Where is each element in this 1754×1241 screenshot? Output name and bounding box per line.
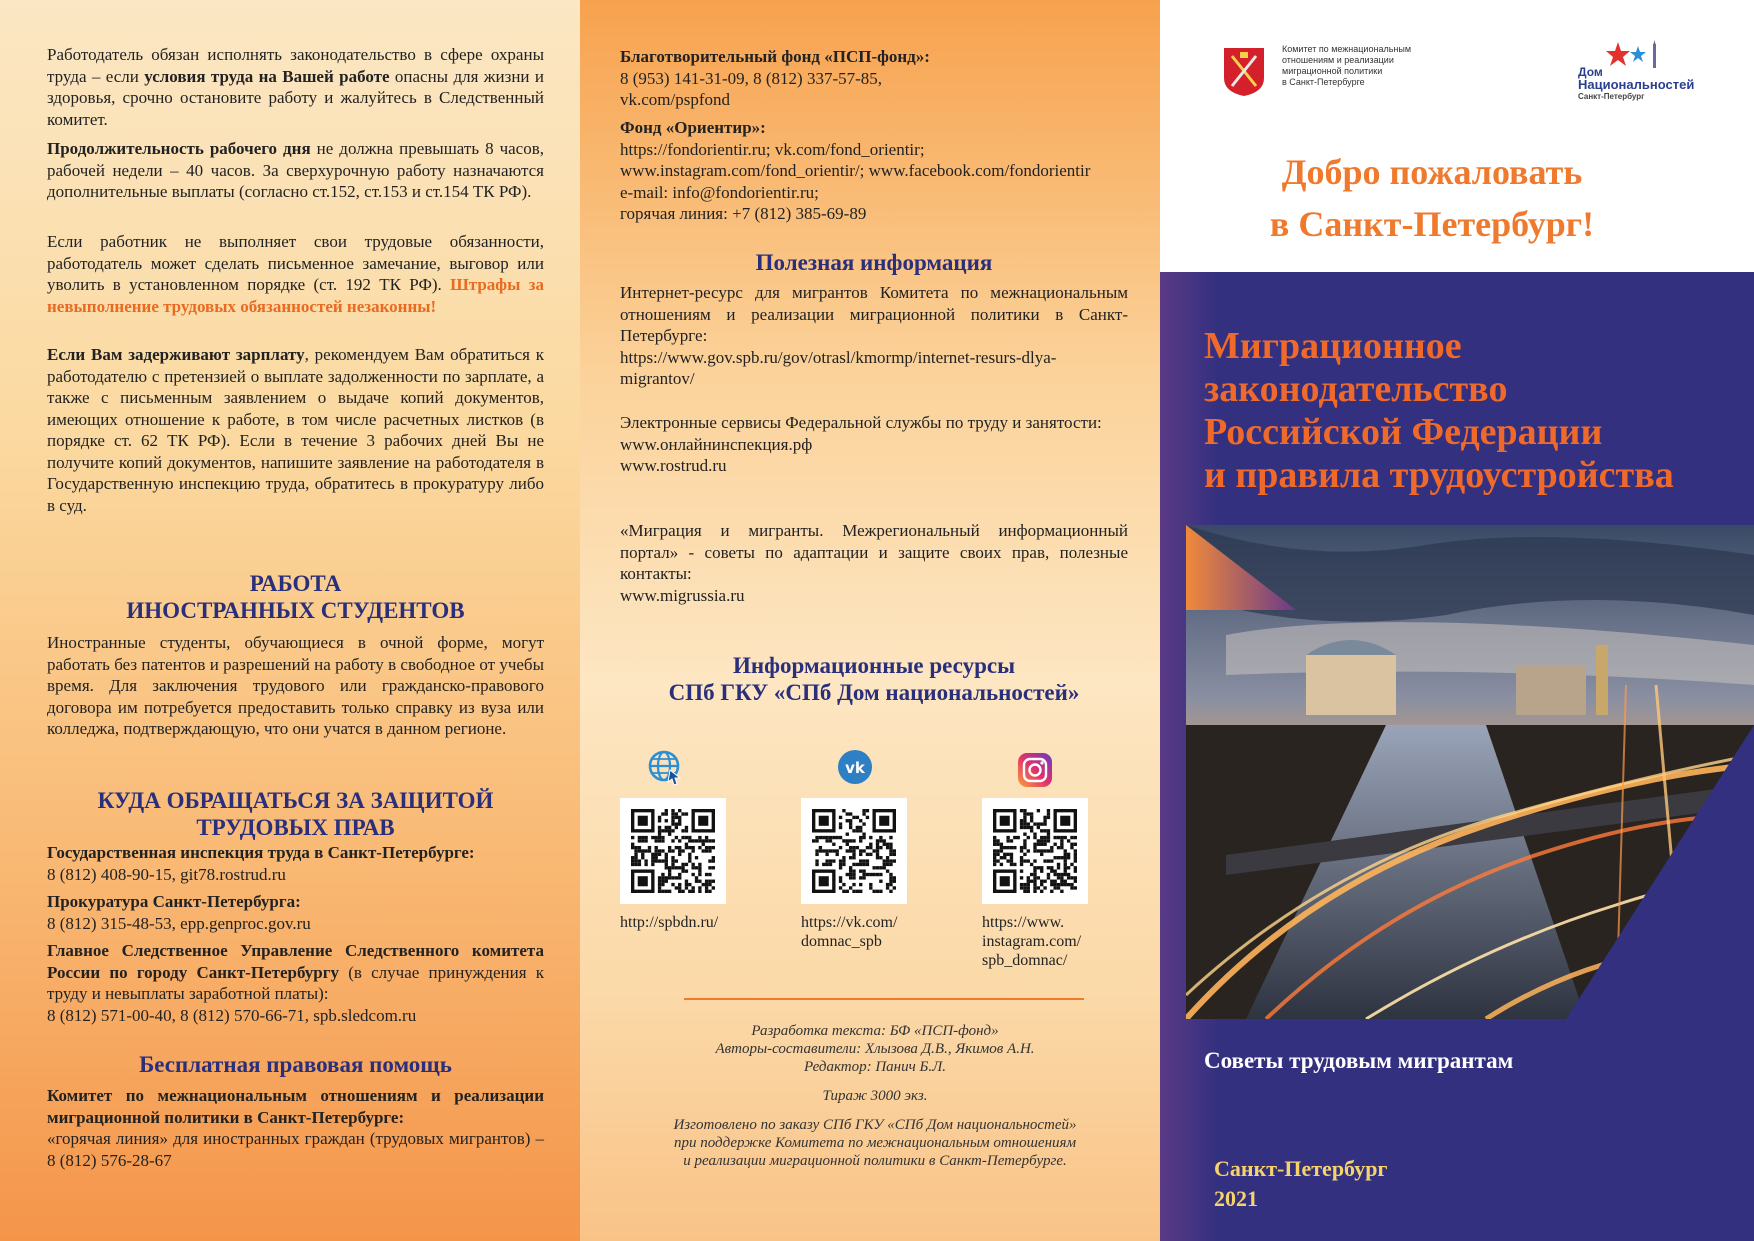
vk-icon[interactable] [838,750,872,784]
heading-line: ТРУДОВЫХ ПРАВ [196,815,395,840]
caption-line: spb_domnac/ [982,952,1068,969]
heading-line: СПб ГКУ «СПб Дом национальностей» [668,680,1080,705]
dom-logo-line: Санкт-Петербург [1578,92,1645,101]
paragraph-penalties [47,231,544,317]
dom-logo-line: Дом [1578,65,1603,79]
qr-code-instagram[interactable] [982,798,1088,904]
credit-line: Авторы-составители: Хлызова Д.В., Якимов А.Н. [715,1041,1035,1057]
contact-email[interactable]: e-mail: info@fondorientir.ru; [620,182,819,202]
useful-resource-committee [620,282,1128,390]
caption-line: instagram.com/ [982,933,1082,950]
contact-note: (в случае принуждения к труду и невыплаты заработной платы): [47,962,544,1003]
brochure-title [1204,325,1674,497]
publication-place-year [1214,1154,1387,1214]
credit-line: при поддержке Комитета по межнациональным отношениям [673,1135,1077,1151]
caption-line: https://www. [982,914,1065,931]
heading-protection [47,787,544,841]
resource-link[interactable]: www.rostrud.ru [620,456,727,475]
text: не должна превышать 8 часов, рабочей недели – 40 часов. За сверхурочную работу назначаются дополнительные выплаты (согласно ст.152, ст.153 и ст.154 ТК РФ). [47,139,545,201]
contact-title: Комитет по межнациональным отношениям и реализации миграционной политики в Санкт-Петербурге: [47,1086,544,1127]
resource-description: Электронные сервисы Федеральной службы по труду и занятости: [620,413,1102,432]
contact-labor-inspection [47,842,544,885]
contact-link[interactable]: vk.com/pspfond [620,90,731,109]
heading-students [47,570,544,624]
contact-investigative-committee [47,940,544,1026]
committee-line: отношениям и реализации [1282,55,1394,65]
city-photo [1186,525,1754,1019]
svg-text:vk: vk [845,759,865,777]
qr-caption-instagram[interactable] [982,913,1081,970]
resource-description: Интернет-ресурс для мигрантов Комитета по межнациональным отношениям и реализации миграционной политики в Санкт-Петербурге: [620,283,1128,345]
credit-line: Разработка текста: БФ «ПСП-фонд» [751,1023,999,1039]
globe-icon[interactable] [646,748,684,786]
contact-details: 8 (812) 408-90-15, git78.rostrud.ru [47,864,286,884]
useful-resource-rostrud [620,412,1128,477]
publication-city: Санкт-Петербург [1214,1156,1388,1181]
divider [684,998,1084,1000]
welcome-line: Добро пожаловать [1281,152,1583,192]
contact-details: «горячая линия» для иностранных граждан (трудовых мигрантов) – 8 (812) 576-28-67 [47,1129,544,1170]
welcome-line: в Санкт-Петербург! [1269,204,1595,244]
title-line: законодательство [1204,368,1508,410]
resource-link[interactable]: https://www.gov.spb.ru/gov/otrasl/kmormp/internet-resurs-dlya-migrantov/ [620,347,1057,388]
heading-line: КУДА ОБРАЩАТЬСЯ ЗА ЗАЩИТОЙ [97,788,494,813]
text-warning: Штрафы за невыполнение трудовых обязанностей незаконны! [47,275,544,316]
contact-prosecutor [47,891,544,934]
qr-code-website[interactable] [620,798,726,904]
paragraph-safety [47,44,544,130]
title-line: Российской Федерации [1204,411,1603,453]
heading-info-resources [620,652,1128,706]
title-line: Миграционное [1204,325,1462,367]
resource-description: «Миграция и мигранты. Межрегиональный информационный портал» - советы по адаптации и защите своих прав, полезные контакты: [620,521,1128,583]
text: опасны для жизни и здоровья, срочно остановите работу и жалуйтесь в Следственный комитет. [47,66,544,129]
credits-commission [640,1116,1110,1170]
contact-hotline: горячая линия: +7 (812) 385-69-89 [620,204,867,223]
contact-links[interactable]: https://fondorientir.ru; vk.com/fond_orientir; www.instagram.com/fond_orientir/; www.facebook.com/fondorientir [620,139,1091,180]
text-bold: условия труда на Вашей работе [144,66,390,86]
dom-logo-text [1578,66,1694,101]
dom-logo-line: Национальностей [1578,77,1695,92]
coat-of-arms-icon [1222,46,1266,98]
publication-year: 2021 [1214,1186,1258,1211]
contact-title: Благотворительный фонд «ПСП-фонд»: [620,47,930,66]
credits-authors [640,1022,1110,1076]
contact-title: Государственная инспекция труда в Санкт-Петербурге: [47,843,475,862]
resource-link[interactable]: www.онлайнинспекция.рф [620,434,813,454]
caption-line: https://vk.com/ [801,914,898,931]
contact-title: Главное Следственное Управление Следственного комитета России по городу Санкт-Петербургу [47,941,544,982]
committee-name [1282,44,1411,88]
instagram-icon[interactable] [1017,752,1053,788]
heading-line: Информационные ресурсы [732,653,1016,678]
useful-resource-migrussia [620,520,1128,606]
paragraph-working-hours [47,138,544,203]
contact-orientir-fund [620,117,1128,225]
welcome-title [1160,146,1754,250]
committee-line: миграционной политики [1282,66,1383,76]
resource-link[interactable]: www.migrussia.ru [620,585,745,605]
brochure-subtitle: Советы трудовым мигрантам [1204,1048,1514,1073]
committee-line: в Санкт-Петербурге [1282,77,1365,87]
credit-line: и реализации миграционной политики в Санкт-Петербурге. [683,1153,1067,1169]
committee-line: Комитет по межнациональным [1282,44,1412,54]
contact-psp-fund [620,46,1128,111]
text-bold: Продолжительность рабочего дня [47,139,311,158]
contact-committee-hotline [47,1085,544,1171]
heading-line: РАБОТА [249,571,342,596]
qr-caption-website[interactable]: http://spbdn.ru/ [620,914,719,931]
text: Если работник не выполняет свои трудовые обязанности, работодатель может сделать письменное замечание, выговор или уволить в установленном порядке (ст. 192 ТК РФ). [47,232,544,294]
title-line: и правила трудоустройства [1204,454,1674,496]
contact-details: 8 (812) 315-48-53, epp.genproc.gov.ru [47,913,311,933]
credits-print-run: Тираж 3000 экз. [822,1088,928,1104]
paragraph-students: Иностранные студенты, обучающиеся в очной форме, могут работать без патентов и разрешений на работу в свободное от учебы время. Для заключения трудового или гражданско-правового договора им потребуется предоставить только справку из вуза или колледжа, подтверждающую, что они учатся в данном регионе. [47,633,544,738]
qr-caption-vk[interactable] [801,913,897,951]
qr-code-vk[interactable] [801,798,907,904]
contact-details: 8 (812) 571-00-40, 8 (812) 570-66-71, spb.sledcom.ru [47,1005,417,1025]
heading-useful-info: Полезная информация [755,250,993,275]
paragraph-salary-delay [47,344,544,516]
text: , рекомендуем Вам обратиться к работодателю с претензией о выплате задолженности по зарплате, а также с письменным заявлением о выдаче копий документов, имеющих отношение к работе, в том числе расчетных листков (в порядке ст. 62 ТК РФ). Если в течение 3 рабочих дней Вы не получите копий документов, напишите заявление на работодателя в Государственную инспекцию труда, обратитесь в прокуратуру либо в суд. [47,345,544,515]
text: Работодатель обязан исполнять законодательство в сфере охраны труда – если [47,45,544,86]
contact-title: Прокуратура Санкт-Петербурга: [47,892,301,911]
heading-line: ИНОСТРАННЫХ СТУДЕНТОВ [126,598,465,623]
contact-phones: 8 (953) 141-31-09, 8 (812) 337-57-85, [620,68,883,88]
contact-title: Фонд «Ориентир»: [620,118,766,137]
text-bold: Если Вам задерживают зарплату [47,345,305,364]
credit-line: Редактор: Панич Б.Л. [803,1059,947,1075]
credit-line: Изготовлено по заказу СПб ГКУ «СПб Дом национальностей» [673,1117,1077,1133]
heading-legal-aid: Бесплатная правовая помощь [139,1052,452,1077]
caption-line: domnac_spb [801,933,882,950]
